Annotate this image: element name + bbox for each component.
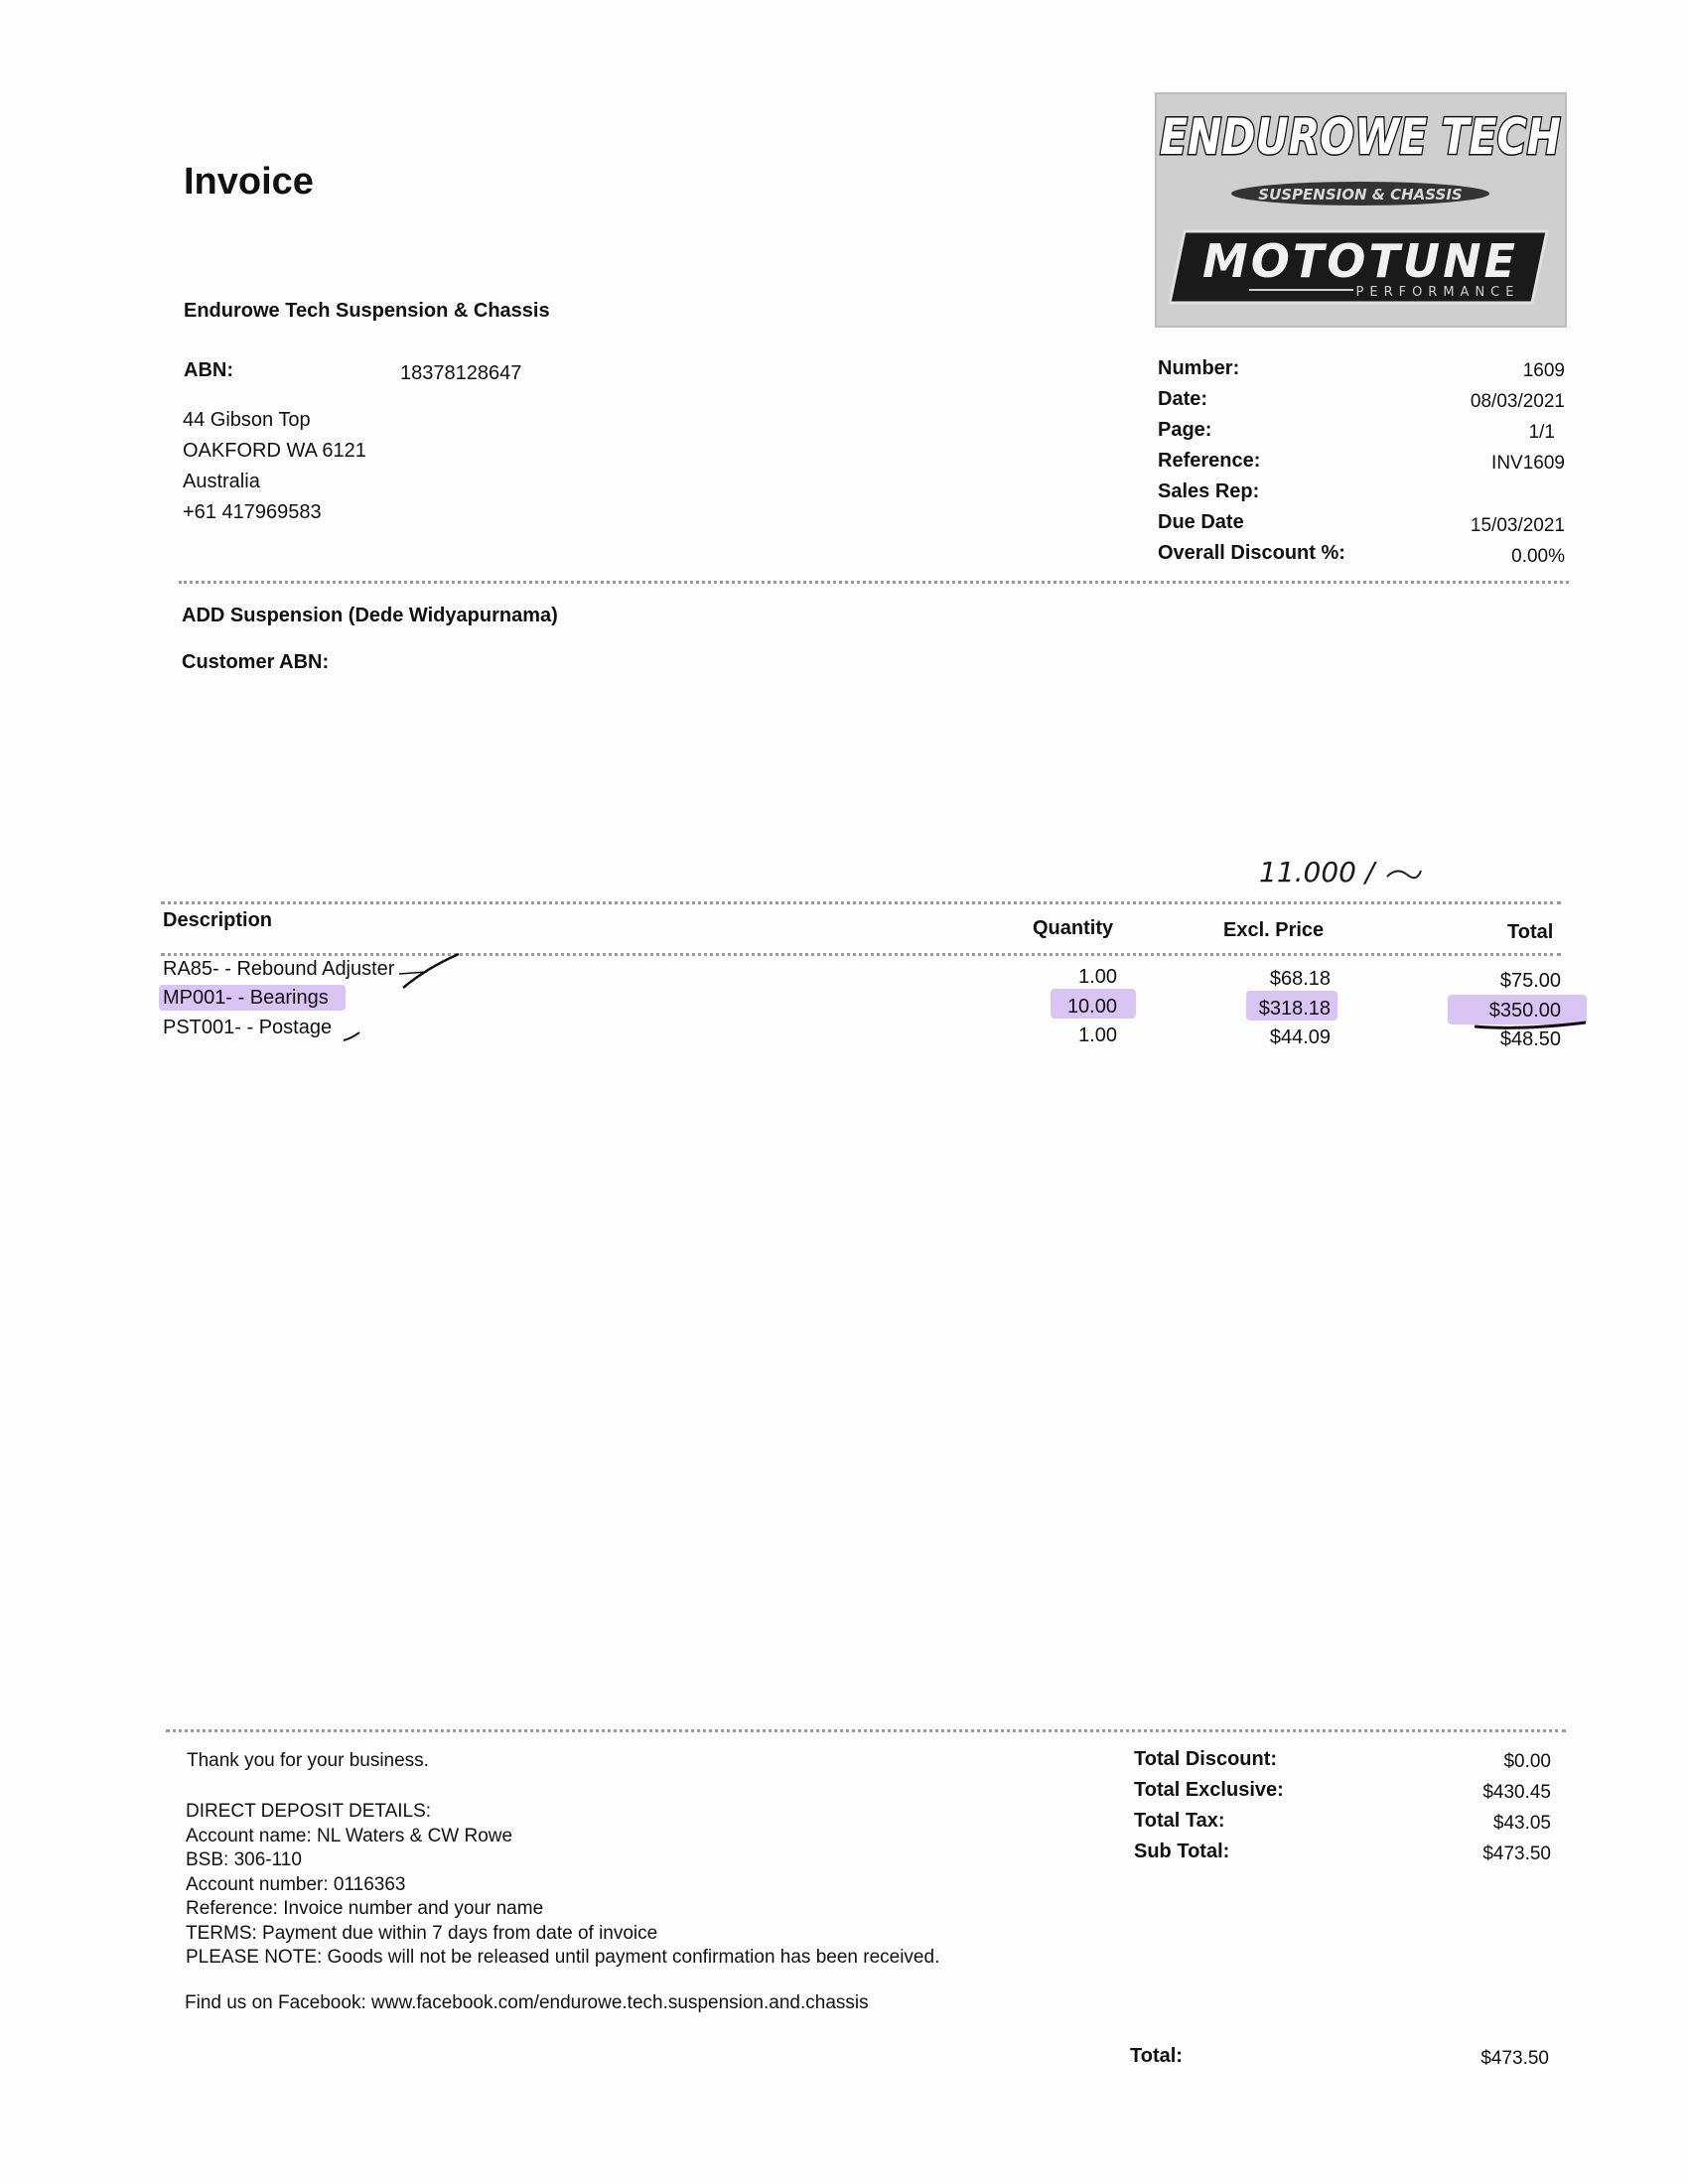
meta-label: Date: xyxy=(1158,388,1208,410)
deposit-line: PLEASE NOTE: Goods will not be released until payment confirmation has been received. xyxy=(186,1947,940,1968)
meta-label: Page: xyxy=(1158,419,1212,441)
meta-row xyxy=(1158,538,1565,569)
handwritten-note xyxy=(1259,856,1423,888)
address-line: Australia xyxy=(183,471,260,492)
column-header-total: Total xyxy=(1507,921,1554,943)
meta-value: INV1609 xyxy=(1491,453,1565,474)
logo-line-1: ENDUROWE TECH xyxy=(1160,108,1561,167)
grand-total-label: Total: xyxy=(1130,2045,1183,2067)
divider xyxy=(161,901,1561,904)
column-header-price: Excl. Price xyxy=(1223,919,1325,941)
meta-value: 08/03/2021 xyxy=(1470,391,1565,412)
logo-line-3: MOTOTUNE xyxy=(1201,234,1519,288)
totals-block xyxy=(1134,1744,1551,1867)
company-name: Endurowe Tech Suspension & Chassis xyxy=(184,300,550,322)
totals-label: Sub Total: xyxy=(1134,1841,1230,1862)
logo-line-4: PERFORMANCE xyxy=(1355,285,1520,300)
meta-row xyxy=(1158,353,1565,384)
totals-row xyxy=(1134,1806,1551,1837)
meta-value: 0.00% xyxy=(1511,546,1565,567)
scribble-mark xyxy=(1383,863,1423,885)
meta-value: 15/03/2021 xyxy=(1470,515,1565,536)
totals-value: $0.00 xyxy=(1503,1751,1551,1772)
totals-row xyxy=(1134,1744,1551,1775)
cell-total: $48.50 xyxy=(1499,1028,1561,1050)
meta-label: Due Date xyxy=(1158,511,1244,533)
cell-price: $44.09 xyxy=(1269,1026,1331,1048)
meta-row xyxy=(1158,507,1565,538)
pen-tick-mark xyxy=(397,948,467,998)
customer-abn-label: Customer ABN: xyxy=(182,651,330,673)
customer-name: ADD Suspension (Dede Widyapurnama) xyxy=(182,605,558,626)
totals-row xyxy=(1134,1837,1551,1867)
divider xyxy=(166,1729,1566,1732)
thank-you-text: Thank you for your business. xyxy=(187,1750,429,1771)
meta-value: 1609 xyxy=(1522,360,1565,381)
grand-total-value: $473.50 xyxy=(1480,2048,1549,2069)
address-line: OAKFORD WA 6121 xyxy=(183,440,366,462)
cell-quantity: 1.00 xyxy=(1078,966,1117,988)
company-address xyxy=(183,405,366,528)
meta-label: Reference: xyxy=(1158,450,1261,472)
meta-row xyxy=(1158,477,1565,507)
abn-label: ABN: xyxy=(184,359,233,381)
pen-underline-mark xyxy=(1473,1015,1592,1032)
meta-label: Sales Rep: xyxy=(1158,480,1260,502)
meta-row xyxy=(1158,415,1565,446)
column-header-description: Description xyxy=(163,909,273,931)
page-title: Invoice xyxy=(184,161,314,203)
deposit-line: Account name: NL Waters & CW Rowe xyxy=(186,1825,513,1846)
abn-value: 18378128647 xyxy=(400,362,522,384)
cell-description: PST001- - Postage xyxy=(163,1017,333,1038)
divider xyxy=(161,953,1561,956)
handwritten-note-text: 11.000 / xyxy=(1259,856,1375,888)
address-line: +61 417969583 xyxy=(183,501,322,523)
meta-value: 1/1 xyxy=(1528,422,1555,443)
totals-label: Total Discount: xyxy=(1134,1748,1278,1770)
cell-description: MP001- - Bearings xyxy=(163,987,329,1009)
column-header-quantity: Quantity xyxy=(1033,917,1114,939)
deposit-line: DIRECT DEPOSIT DETAILS: xyxy=(186,1801,432,1822)
meta-label: Number: xyxy=(1158,357,1240,379)
deposit-line: Account number: 0116363 xyxy=(186,1873,406,1895)
cell-total: $350.00 xyxy=(1488,1000,1561,1022)
meta-row xyxy=(1158,384,1565,415)
cell-quantity: 1.00 xyxy=(1078,1024,1117,1046)
deposit-line: TERMS: Payment due within 7 days from date of invoice xyxy=(186,1922,658,1944)
meta-row xyxy=(1158,446,1565,477)
divider xyxy=(179,581,1569,584)
invoice-meta xyxy=(1158,353,1565,569)
meta-label: Overall Discount %: xyxy=(1158,542,1345,564)
logo-line-2: SUSPENSION & CHASSIS xyxy=(1258,186,1463,204)
cell-price: $318.18 xyxy=(1258,998,1331,1020)
totals-value: $430.45 xyxy=(1482,1782,1551,1803)
deposit-line: Reference: Invoice number and your name xyxy=(186,1898,544,1919)
company-logo xyxy=(1155,92,1567,328)
pen-tick-mark xyxy=(342,1028,365,1044)
totals-value: $43.05 xyxy=(1492,1813,1551,1834)
cell-quantity: 10.00 xyxy=(1066,996,1117,1018)
totals-row xyxy=(1134,1775,1551,1806)
deposit-line: BSB: 306-110 xyxy=(186,1849,302,1870)
cell-price: $68.18 xyxy=(1269,968,1331,990)
cell-total: $75.00 xyxy=(1499,970,1561,992)
address-line: 44 Gibson Top xyxy=(183,409,311,431)
totals-label: Total Exclusive: xyxy=(1134,1779,1284,1801)
deposit-details xyxy=(186,1800,939,1971)
totals-label: Total Tax: xyxy=(1134,1810,1225,1832)
cell-description: RA85- - Rebound Adjuster xyxy=(163,958,395,980)
facebook-text: Find us on Facebook: www.facebook.com/endurowe.tech.suspension.and.chassis xyxy=(185,1992,869,2013)
totals-value: $473.50 xyxy=(1482,1843,1551,1864)
